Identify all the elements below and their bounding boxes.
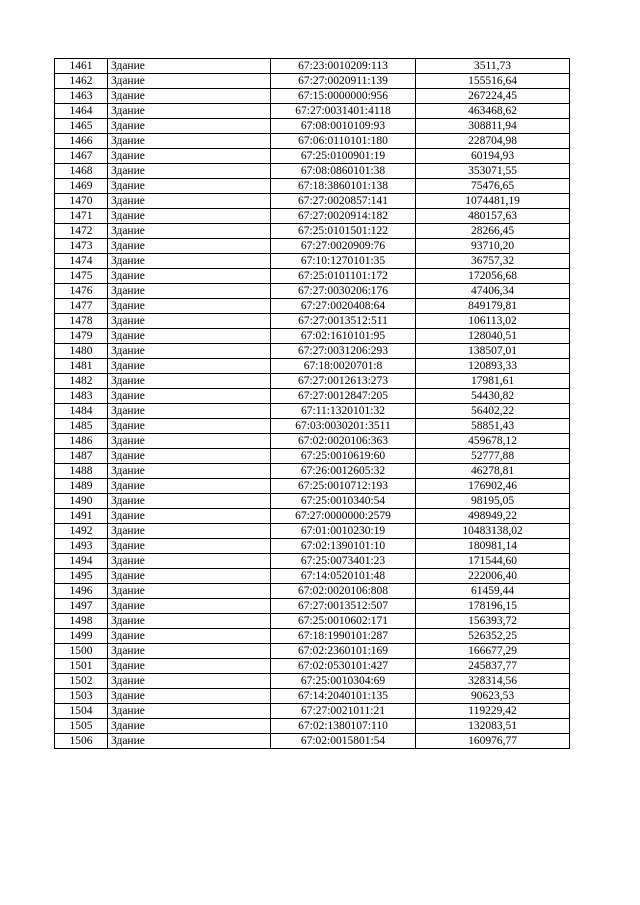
table-row xyxy=(55,644,570,659)
cadastral-number-cell: 67:25:0010712:193 xyxy=(271,479,416,494)
cadastral-number-cell: 67:02:1380107:110 xyxy=(271,719,416,734)
cadastral-value-cell: 3511,73 xyxy=(416,59,570,74)
row-number-cell: 1463 xyxy=(55,89,108,104)
row-number-cell: 1465 xyxy=(55,119,108,134)
cadastral-value-cell: 128040,51 xyxy=(416,329,570,344)
cadastral-number-cell: 67:02:0020106:363 xyxy=(271,434,416,449)
cadastral-number-cell: 67:15:0000000:956 xyxy=(271,89,416,104)
row-number-cell: 1479 xyxy=(55,329,108,344)
object-type-cell: Здание xyxy=(108,584,271,599)
row-number-cell: 1471 xyxy=(55,209,108,224)
cadastral-value-cell: 328314,56 xyxy=(416,674,570,689)
object-type-cell: Здание xyxy=(108,614,271,629)
object-type-cell: Здание xyxy=(108,734,271,749)
row-number-cell: 1503 xyxy=(55,689,108,704)
object-type-cell: Здание xyxy=(108,539,271,554)
cadastral-number-cell: 67:18:0020701:8 xyxy=(271,359,416,374)
cadastral-number-cell: 67:27:0020914:182 xyxy=(271,209,416,224)
row-number-cell: 1499 xyxy=(55,629,108,644)
object-type-cell: Здание xyxy=(108,179,271,194)
table-row xyxy=(55,674,570,689)
object-type-cell: Здание xyxy=(108,644,271,659)
table-row xyxy=(55,704,570,719)
cadastral-value-cell: 171544,60 xyxy=(416,554,570,569)
row-number-cell: 1462 xyxy=(55,74,108,89)
cadastral-value-cell: 17981,61 xyxy=(416,374,570,389)
cadastral-number-cell: 67:25:0010602:171 xyxy=(271,614,416,629)
object-type-cell: Здание xyxy=(108,464,271,479)
object-type-cell: Здание xyxy=(108,239,271,254)
object-type-cell: Здание xyxy=(108,509,271,524)
row-number-cell: 1480 xyxy=(55,344,108,359)
property-table xyxy=(54,58,570,749)
row-number-cell: 1466 xyxy=(55,134,108,149)
object-type-cell: Здание xyxy=(108,254,271,269)
cadastral-number-cell: 67:06:0110101:180 xyxy=(271,134,416,149)
object-type-cell: Здание xyxy=(108,569,271,584)
cadastral-number-cell: 67:03:0030201:3511 xyxy=(271,419,416,434)
cadastral-value-cell: 267224,45 xyxy=(416,89,570,104)
table-row xyxy=(55,254,570,269)
object-type-cell: Здание xyxy=(108,134,271,149)
object-type-cell: Здание xyxy=(108,314,271,329)
cadastral-number-cell: 67:27:0021011:21 xyxy=(271,704,416,719)
cadastral-value-cell: 178196,15 xyxy=(416,599,570,614)
cadastral-number-cell: 67:25:0101101:172 xyxy=(271,269,416,284)
row-number-cell: 1484 xyxy=(55,404,108,419)
cadastral-number-cell: 67:27:0013512:511 xyxy=(271,314,416,329)
table-row xyxy=(55,404,570,419)
row-number-cell: 1491 xyxy=(55,509,108,524)
cadastral-value-cell: 1074481,19 xyxy=(416,194,570,209)
cadastral-value-cell: 160976,77 xyxy=(416,734,570,749)
object-type-cell: Здание xyxy=(108,269,271,284)
row-number-cell: 1475 xyxy=(55,269,108,284)
row-number-cell: 1500 xyxy=(55,644,108,659)
cadastral-value-cell: 60194,93 xyxy=(416,149,570,164)
object-type-cell: Здание xyxy=(108,674,271,689)
object-type-cell: Здание xyxy=(108,524,271,539)
cadastral-value-cell: 480157,63 xyxy=(416,209,570,224)
row-number-cell: 1468 xyxy=(55,164,108,179)
object-type-cell: Здание xyxy=(108,224,271,239)
table-row xyxy=(55,659,570,674)
table-row xyxy=(55,194,570,209)
table-row xyxy=(55,299,570,314)
object-type-cell: Здание xyxy=(108,119,271,134)
cadastral-value-cell: 498949,22 xyxy=(416,509,570,524)
table-row xyxy=(55,179,570,194)
cadastral-number-cell: 67:25:0010619:60 xyxy=(271,449,416,464)
object-type-cell: Здание xyxy=(108,209,271,224)
cadastral-value-cell: 47406,34 xyxy=(416,284,570,299)
cadastral-value-cell: 463468,62 xyxy=(416,104,570,119)
object-type-cell: Здание xyxy=(108,719,271,734)
table-row xyxy=(55,434,570,449)
cadastral-number-cell: 67:25:0010304:69 xyxy=(271,674,416,689)
cadastral-value-cell: 52777,88 xyxy=(416,449,570,464)
cadastral-number-cell: 67:18:3860101:138 xyxy=(271,179,416,194)
cadastral-number-cell: 67:27:0020909:76 xyxy=(271,239,416,254)
cadastral-number-cell: 67:27:0020857:141 xyxy=(271,194,416,209)
table-row xyxy=(55,464,570,479)
row-number-cell: 1488 xyxy=(55,464,108,479)
object-type-cell: Здание xyxy=(108,404,271,419)
object-type-cell: Здание xyxy=(108,194,271,209)
table-row xyxy=(55,164,570,179)
cadastral-number-cell: 67:25:0101501:122 xyxy=(271,224,416,239)
table-row xyxy=(55,494,570,509)
cadastral-number-cell: 67:27:0031401:4118 xyxy=(271,104,416,119)
row-number-cell: 1490 xyxy=(55,494,108,509)
row-number-cell: 1494 xyxy=(55,554,108,569)
table-row xyxy=(55,359,570,374)
object-type-cell: Здание xyxy=(108,374,271,389)
cadastral-value-cell: 228704,98 xyxy=(416,134,570,149)
object-type-cell: Здание xyxy=(108,629,271,644)
object-type-cell: Здание xyxy=(108,554,271,569)
row-number-cell: 1506 xyxy=(55,734,108,749)
object-type-cell: Здание xyxy=(108,599,271,614)
table-row xyxy=(55,134,570,149)
cadastral-number-cell: 67:25:0073401:23 xyxy=(271,554,416,569)
cadastral-value-cell: 61459,44 xyxy=(416,584,570,599)
cadastral-value-cell: 180981,14 xyxy=(416,539,570,554)
table-row xyxy=(55,524,570,539)
row-number-cell: 1498 xyxy=(55,614,108,629)
row-number-cell: 1497 xyxy=(55,599,108,614)
row-number-cell: 1478 xyxy=(55,314,108,329)
cadastral-value-cell: 353071,55 xyxy=(416,164,570,179)
object-type-cell: Здание xyxy=(108,149,271,164)
cadastral-number-cell: 67:02:0020106:808 xyxy=(271,584,416,599)
row-number-cell: 1485 xyxy=(55,419,108,434)
object-type-cell: Здание xyxy=(108,59,271,74)
table-row xyxy=(55,89,570,104)
row-number-cell: 1467 xyxy=(55,149,108,164)
row-number-cell: 1477 xyxy=(55,299,108,314)
object-type-cell: Здание xyxy=(108,659,271,674)
cadastral-number-cell: 67:01:0010230:19 xyxy=(271,524,416,539)
object-type-cell: Здание xyxy=(108,74,271,89)
table-row xyxy=(55,239,570,254)
cadastral-number-cell: 67:14:0520101:48 xyxy=(271,569,416,584)
row-number-cell: 1487 xyxy=(55,449,108,464)
cadastral-number-cell: 67:02:1390101:10 xyxy=(271,539,416,554)
cadastral-value-cell: 849179,81 xyxy=(416,299,570,314)
table-row xyxy=(55,284,570,299)
cadastral-number-cell: 67:27:0012847:205 xyxy=(271,389,416,404)
cadastral-value-cell: 155516,64 xyxy=(416,74,570,89)
cadastral-number-cell: 67:27:0020408:64 xyxy=(271,299,416,314)
table-row xyxy=(55,314,570,329)
object-type-cell: Здание xyxy=(108,479,271,494)
row-number-cell: 1461 xyxy=(55,59,108,74)
table-row xyxy=(55,449,570,464)
cadastral-value-cell: 98195,05 xyxy=(416,494,570,509)
cadastral-number-cell: 67:25:0010340:54 xyxy=(271,494,416,509)
row-number-cell: 1481 xyxy=(55,359,108,374)
object-type-cell: Здание xyxy=(108,329,271,344)
cadastral-value-cell: 166677,29 xyxy=(416,644,570,659)
object-type-cell: Здание xyxy=(108,104,271,119)
cadastral-value-cell: 459678,12 xyxy=(416,434,570,449)
cadastral-number-cell: 67:02:0015801:54 xyxy=(271,734,416,749)
table-row xyxy=(55,269,570,284)
cadastral-number-cell: 67:27:0031206:293 xyxy=(271,344,416,359)
row-number-cell: 1470 xyxy=(55,194,108,209)
row-number-cell: 1505 xyxy=(55,719,108,734)
table-row xyxy=(55,584,570,599)
object-type-cell: Здание xyxy=(108,689,271,704)
cadastral-number-cell: 67:27:0012613:273 xyxy=(271,374,416,389)
object-type-cell: Здание xyxy=(108,704,271,719)
row-number-cell: 1495 xyxy=(55,569,108,584)
table-row xyxy=(55,689,570,704)
object-type-cell: Здание xyxy=(108,299,271,314)
cadastral-value-cell: 308811,94 xyxy=(416,119,570,134)
row-number-cell: 1476 xyxy=(55,284,108,299)
cadastral-value-cell: 10483138,02 xyxy=(416,524,570,539)
cadastral-number-cell: 67:27:0020911:139 xyxy=(271,74,416,89)
cadastral-number-cell: 67:27:0000000:2579 xyxy=(271,509,416,524)
table-row xyxy=(55,539,570,554)
table-row xyxy=(55,209,570,224)
cadastral-value-cell: 156393,72 xyxy=(416,614,570,629)
row-number-cell: 1489 xyxy=(55,479,108,494)
table-row xyxy=(55,479,570,494)
cadastral-value-cell: 46278,81 xyxy=(416,464,570,479)
table-row xyxy=(55,104,570,119)
table-row xyxy=(55,719,570,734)
table-row xyxy=(55,59,570,74)
table-row xyxy=(55,599,570,614)
object-type-cell: Здание xyxy=(108,434,271,449)
row-number-cell: 1464 xyxy=(55,104,108,119)
cadastral-number-cell: 67:02:1610101:95 xyxy=(271,329,416,344)
object-type-cell: Здание xyxy=(108,89,271,104)
cadastral-value-cell: 28266,45 xyxy=(416,224,570,239)
table-row xyxy=(55,509,570,524)
cadastral-value-cell: 93710,20 xyxy=(416,239,570,254)
cadastral-value-cell: 172056,68 xyxy=(416,269,570,284)
cadastral-value-cell: 58851,43 xyxy=(416,419,570,434)
table-row xyxy=(55,344,570,359)
table-row xyxy=(55,734,570,749)
table-row xyxy=(55,614,570,629)
object-type-cell: Здание xyxy=(108,389,271,404)
cadastral-value-cell: 132083,51 xyxy=(416,719,570,734)
table-row xyxy=(55,149,570,164)
cadastral-number-cell: 67:08:0860101:38 xyxy=(271,164,416,179)
cadastral-number-cell: 67:23:0010209:113 xyxy=(271,59,416,74)
cadastral-number-cell: 67:02:0530101:427 xyxy=(271,659,416,674)
object-type-cell: Здание xyxy=(108,449,271,464)
cadastral-value-cell: 138507,01 xyxy=(416,344,570,359)
row-number-cell: 1504 xyxy=(55,704,108,719)
cadastral-value-cell: 75476,65 xyxy=(416,179,570,194)
cadastral-value-cell: 90623,53 xyxy=(416,689,570,704)
table-row xyxy=(55,329,570,344)
row-number-cell: 1486 xyxy=(55,434,108,449)
cadastral-value-cell: 245837,77 xyxy=(416,659,570,674)
cadastral-number-cell: 67:27:0030206:176 xyxy=(271,284,416,299)
table-body xyxy=(55,59,570,749)
cadastral-value-cell: 54430,82 xyxy=(416,389,570,404)
cadastral-number-cell: 67:27:0013512:507 xyxy=(271,599,416,614)
cadastral-value-cell: 119229,42 xyxy=(416,704,570,719)
table-row xyxy=(55,74,570,89)
row-number-cell: 1493 xyxy=(55,539,108,554)
row-number-cell: 1473 xyxy=(55,239,108,254)
cadastral-number-cell: 67:08:0010109:93 xyxy=(271,119,416,134)
cadastral-value-cell: 526352,25 xyxy=(416,629,570,644)
cadastral-value-cell: 176902,46 xyxy=(416,479,570,494)
cadastral-number-cell: 67:11:1320101:32 xyxy=(271,404,416,419)
cadastral-number-cell: 67:02:2360101:169 xyxy=(271,644,416,659)
row-number-cell: 1501 xyxy=(55,659,108,674)
row-number-cell: 1474 xyxy=(55,254,108,269)
object-type-cell: Здание xyxy=(108,164,271,179)
object-type-cell: Здание xyxy=(108,344,271,359)
table-row xyxy=(55,419,570,434)
cadastral-value-cell: 56402,22 xyxy=(416,404,570,419)
cadastral-value-cell: 36757,32 xyxy=(416,254,570,269)
row-number-cell: 1496 xyxy=(55,584,108,599)
cadastral-value-cell: 222006,40 xyxy=(416,569,570,584)
cadastral-number-cell: 67:10:1270101:35 xyxy=(271,254,416,269)
cadastral-number-cell: 67:26:0012605:32 xyxy=(271,464,416,479)
object-type-cell: Здание xyxy=(108,284,271,299)
table-row xyxy=(55,554,570,569)
table-row xyxy=(55,119,570,134)
cadastral-number-cell: 67:14:2040101:135 xyxy=(271,689,416,704)
row-number-cell: 1482 xyxy=(55,374,108,389)
cadastral-number-cell: 67:25:0100901:19 xyxy=(271,149,416,164)
row-number-cell: 1492 xyxy=(55,524,108,539)
table-row xyxy=(55,389,570,404)
table-row xyxy=(55,374,570,389)
object-type-cell: Здание xyxy=(108,419,271,434)
cadastral-number-cell: 67:18:1990101:287 xyxy=(271,629,416,644)
row-number-cell: 1469 xyxy=(55,179,108,194)
cadastral-value-cell: 120893,33 xyxy=(416,359,570,374)
table-row xyxy=(55,224,570,239)
object-type-cell: Здание xyxy=(108,359,271,374)
row-number-cell: 1502 xyxy=(55,674,108,689)
object-type-cell: Здание xyxy=(108,494,271,509)
cadastral-value-cell: 106113,02 xyxy=(416,314,570,329)
table-row xyxy=(55,629,570,644)
row-number-cell: 1483 xyxy=(55,389,108,404)
row-number-cell: 1472 xyxy=(55,224,108,239)
table-row xyxy=(55,569,570,584)
